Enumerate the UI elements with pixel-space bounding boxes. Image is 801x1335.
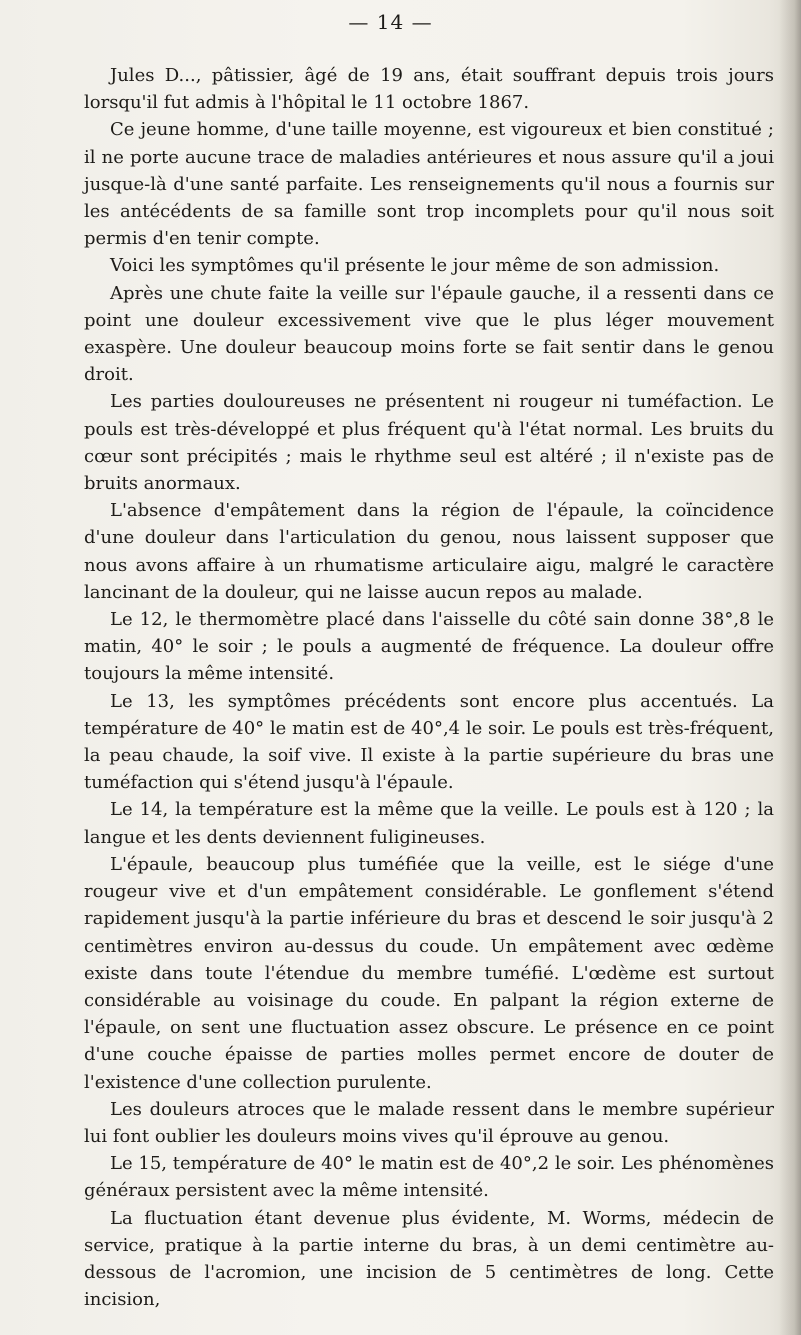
paragraph: Les douleurs atroces que le malade ressent dans le membre supérieur lui font oublier les douleurs moins vives qu'il éprouve au genou.	[84, 1098, 774, 1147]
paragraph: L'absence d'empâtement dans la région de l'épaule, la coïncidence d'une douleur dans l'articulation du genou, nous laissent supposer que nous avons affaire à un rhumatisme articulaire aigu, malgré le caractère lancinant de la douleur, qui ne laisse aucun repos au malade.	[84, 500, 774, 603]
paragraph: Voici les symptômes qu'il présente le jour même de son admission.	[110, 255, 720, 277]
paragraph: Après une chute faite la veille sur l'épaule gauche, il a ressenti dans ce point une douleur excessivement vive que le plus léger mouvement exaspère. Une douleur beaucoup moins forte se fait sentir dans le genou droit.	[84, 282, 774, 386]
page-number: — 14 —	[348, 10, 433, 34]
paragraph: Ce jeune homme, d'une taille moyenne, est vigoureux et bien constitué ; il ne porte aucune trace de maladies antérieures et nous assure qu'il a joui jusque-là d'une santé parfaite. Les renseignements qu'il nous a fournis sur les antécédents de sa famille sont trop incomplets pour qu'il nous soit permis d'en tenir compte.	[84, 119, 774, 250]
body-text	[84, 62, 774, 1313]
paragraph: L'épaule, beaucoup plus tuméfiée que la veille, est le siége d'une rougeur vive et d'un empâtement considérable. Le gonflement s'étend rapidement jusqu'à la partie inférieure du bras et descend le soir jusqu'à 2 centimètres environ au-dessus du coude. Un empâtement avec œdème existe dans toute l'étendue du membre tuméfié. L'œdème est surtout considérable au voisinage du coude. En palpant la région externe de l'épaule, on sent une fluctuation assez obscure. Le présence en ce point d'une couche épaisse de parties molles permet encore de douter de l'existence d'une collection purulente.	[84, 853, 774, 1093]
paragraph: Les parties douloureuses ne présentent ni rougeur ni tuméfaction. Le pouls est très-développé et plus fréquent qu'à l'état normal. Les bruits du cœur sont précipités ; mais le rhythme seul est altéré ; il n'existe pas de bruits anormaux.	[84, 391, 774, 495]
paragraph: Le 12, le thermomètre placé dans l'aisselle du côté sain donne 38°,8 le matin, 40° le soir ; le pouls a augmenté de fréquence. La douleur offre toujours la même intensité.	[84, 609, 774, 685]
paragraph: Le 14, la température est la même que la veille. Le pouls est à 120 ; la langue et les dents deviennent fuligineuses.	[84, 799, 774, 848]
paragraph: Le 13, les symptômes précédents sont encore plus accentués. La température de 40° le matin est de 40°,4 le soir. Le pouls est très-fréquent, la peau chaude, la soif vive. Il existe à la partie supérieure du bras une tuméfaction qui s'étend jusqu'à l'épaule.	[84, 690, 774, 794]
page-edge-shadow	[779, 0, 801, 1335]
paragraph: Le 15, température de 40° le matin est de 40°,2 le soir. Les phénomènes généraux persistent avec la même intensité.	[84, 1153, 774, 1202]
paragraph: La fluctuation étant devenue plus évidente, M. Worms, médecin de service, pratique à la partie interne du bras, à un demi centimètre au-dessous de l'acromion, une incision de 5 centimètres de long. Cette incision,	[84, 1207, 774, 1311]
paragraph: Jules D..., pâtissier, âgé de 19 ans, était souffrant depuis trois jours lorsqu'il fut admis à l'hôpital le 11 octobre 1867.	[84, 65, 774, 114]
